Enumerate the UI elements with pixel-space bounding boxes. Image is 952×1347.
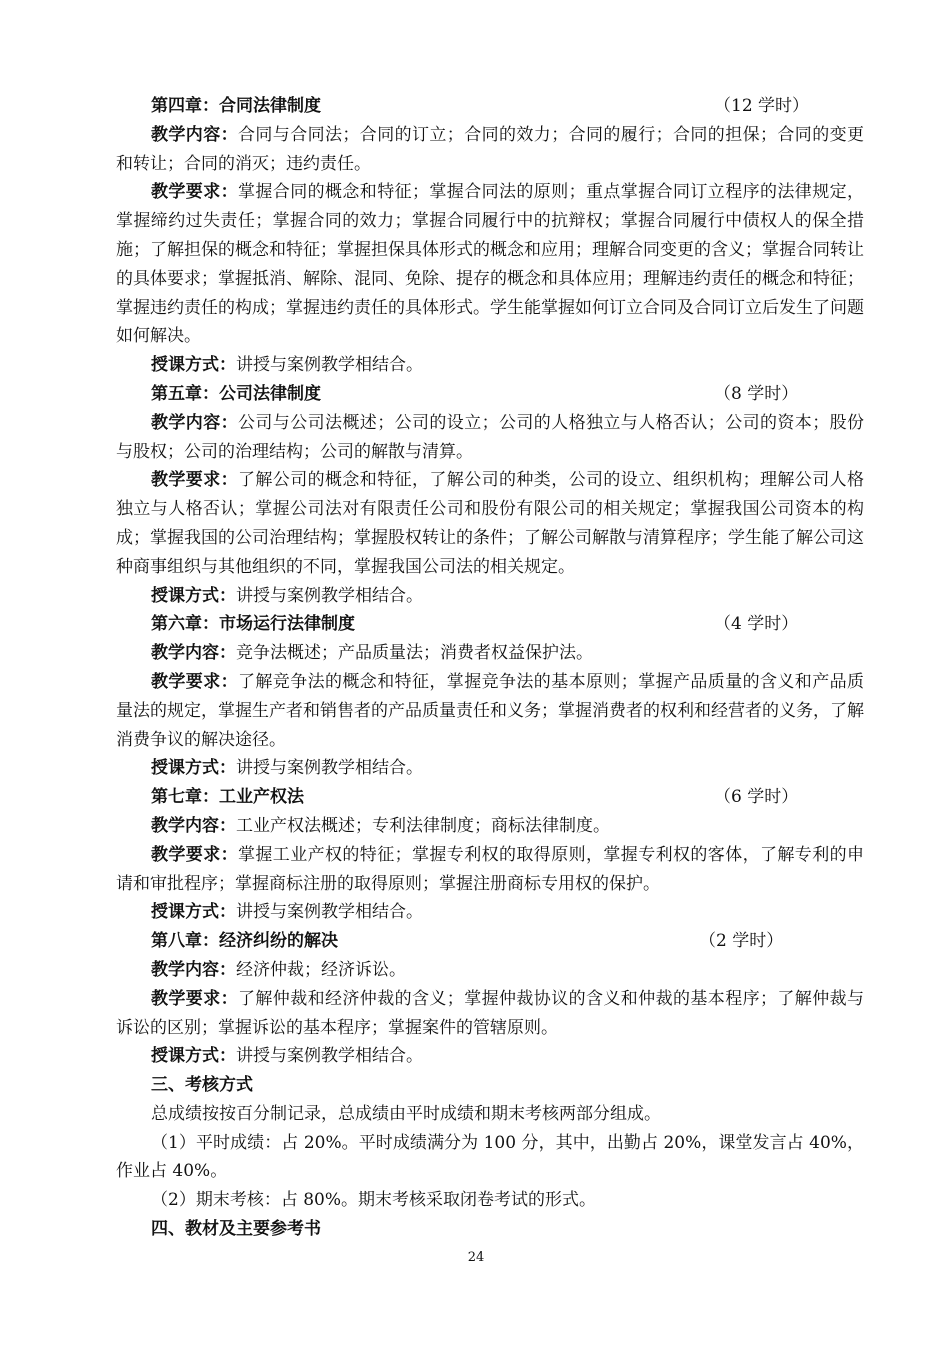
- content-text: 经济仲裁；经济诉讼。: [236, 959, 406, 980]
- requirements-text: 了解仲裁和经济仲裁的含义；掌握仲裁协议的含义和仲裁的基本程序；了解仲裁与诉讼的区别；掌握诉讼的基本程序；掌握案件的管辖原则。: [116, 988, 864, 1038]
- chapter-hours: （6 学时）: [714, 787, 799, 808]
- content-label: 教学内容：: [151, 124, 238, 145]
- chapter-heading: [116, 380, 864, 409]
- method-text: 讲授与案例教学相结合。: [236, 1046, 423, 1067]
- teaching-method: [116, 898, 864, 927]
- teaching-content: [116, 956, 864, 985]
- content-text: 公司与公司法概述；公司的设立；公司的人格独立与人格否认；公司的资本；股份与股权；公司的治理结构；公司的解散与清算。: [116, 412, 864, 462]
- content-label: 教学内容：: [151, 412, 238, 433]
- teaching-method: [116, 351, 864, 380]
- teaching-requirements: [116, 668, 864, 754]
- method-text: 讲授与案例教学相结合。: [236, 902, 423, 923]
- document-body: [116, 92, 864, 1244]
- assessment-item-regular: （1）平时成绩：占 20%。平时成绩满分为 100 分，其中，出勤占 20%，课堂发言占 40%，作业占 40%。: [116, 1132, 864, 1182]
- assessment-intro: 总成绩按按百分制记录，总成绩由平时成绩和期末考核两部分组成。: [151, 1103, 661, 1124]
- teaching-requirements: [116, 985, 864, 1043]
- chapter-title: 第五章：公司法律制度: [151, 383, 321, 404]
- teaching-method: [116, 582, 864, 611]
- method-text: 讲授与案例教学相结合。: [236, 355, 423, 376]
- teaching-requirements: [116, 466, 864, 581]
- teaching-method: [116, 754, 864, 783]
- teaching-content: [116, 639, 864, 668]
- assessment-item-final: （2）期末考核：占 80%。期末考核采取闭卷考试的形式。: [151, 1190, 597, 1211]
- method-text: 讲授与案例教学相结合。: [236, 585, 423, 606]
- content-label: 教学内容：: [151, 959, 236, 980]
- assessment-heading: 三、考核方式: [151, 1075, 253, 1096]
- requirements-label: 教学要求：: [151, 470, 238, 491]
- chapter-heading: [116, 927, 864, 956]
- requirements-text: 掌握合同的概念和特征；掌握合同法的原则；重点掌握合同订立程序的法律规定，掌握缔约过失责任；掌握合同的效力；掌握合同履行中的抗辩权；掌握合同履行中债权人的保全措施；了解担保的概念和特征；掌握担保具体形式的概念和应用；理解合同变更的含义；掌握合同转让的具体要求；掌握抵消、解除、混同、免除、提存的概念和具体应用；理解违约责任的概念和特征；掌握违约责任的构成；掌握违约责任的具体形式。学生能掌握如何订立合同及合同订立后发生了问题如何解决。: [116, 182, 864, 347]
- chapter-title: 第四章：合同法律制度: [151, 96, 321, 116]
- content-text: 合同与合同法；合同的订立；合同的效力；合同的履行；合同的担保；合同的变更和转让；合同的消灭；违约责任。: [116, 124, 864, 174]
- chapter-title: 第七章：工业产权法: [151, 787, 304, 808]
- chapter-heading: [116, 92, 864, 121]
- teaching-method: [116, 1042, 864, 1071]
- teaching-content: [116, 121, 864, 179]
- page-number: 24: [467, 1250, 485, 1265]
- teaching-content: [116, 812, 864, 841]
- method-label: 授课方式：: [151, 758, 236, 779]
- method-label: 授课方式：: [151, 902, 236, 923]
- content-label: 教学内容：: [151, 643, 236, 664]
- chapter-heading: [116, 610, 864, 639]
- method-label: 授课方式：: [151, 585, 236, 606]
- requirements-label: 教学要求：: [151, 671, 238, 692]
- chapter-hours: （2 学时）: [699, 931, 784, 952]
- teaching-content: [116, 409, 864, 467]
- content-text: 竞争法概述；产品质量法；消费者权益保护法。: [236, 643, 593, 664]
- chapter-hours: （4 学时）: [714, 614, 799, 635]
- chapter-title: 第八章：经济纠纷的解决: [151, 931, 338, 952]
- textbooks-heading: 四、教材及主要参考书: [151, 1219, 321, 1240]
- method-text: 讲授与案例教学相结合。: [236, 758, 423, 779]
- requirements-label: 教学要求：: [151, 844, 238, 865]
- requirements-text: 了解竞争法的概念和特征，掌握竞争法的基本原则；掌握产品质量的含义和产品质量法的规定，掌握生产者和销售者的产品质量责任和义务；掌握消费者的权利和经营者的义务，了解消费争议的解决途径。: [116, 671, 864, 750]
- content-label: 教学内容：: [151, 815, 236, 836]
- method-label: 授课方式：: [151, 1046, 236, 1067]
- chapter-hours: （12 学时）: [714, 96, 810, 116]
- chapter-hours: （8 学时）: [714, 383, 799, 404]
- requirements-text: 了解公司的概念和特征，了解公司的种类，公司的设立、组织机构；理解公司人格独立与人格否认；掌握公司法对有限责任公司和股份有限公司的相关规定；掌握我国公司资本的构成；掌握我国的公司治理结构；掌握股权转让的条件；了解公司解散与清算程序；学生能了解公司这种商事组织与其他组织的不同，掌握我国公司法的相关规定。: [116, 470, 864, 577]
- content-text: 工业产权法概述；专利法律制度；商标法律制度。: [236, 815, 610, 836]
- chapter-heading: [116, 783, 864, 812]
- teaching-requirements: [116, 178, 864, 351]
- requirements-label: 教学要求：: [151, 988, 238, 1009]
- requirements-label: 教学要求：: [151, 182, 238, 203]
- requirements-text: 掌握工业产权的特征；掌握专利权的取得原则，掌握专利权的客体，了解专利的申请和审批程序；掌握商标注册的取得原则；掌握注册商标专用权的保护。: [116, 844, 864, 894]
- method-label: 授课方式：: [151, 355, 236, 376]
- teaching-requirements: [116, 841, 864, 899]
- chapter-title: 第六章：市场运行法律制度: [151, 614, 355, 635]
